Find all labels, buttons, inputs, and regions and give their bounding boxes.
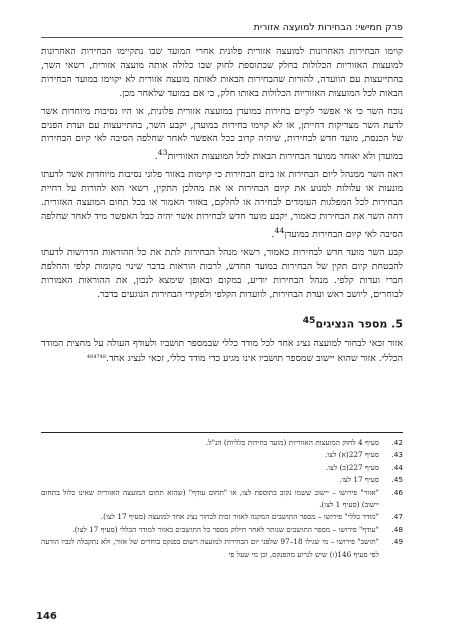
paragraph: ראה השר ממנהל ליום הבחירות או ביום הבחירות כי קיימות באזור פלוני נסיבות מיוחדות אשר לדעתו מונעות או עלולות למנוע את קיום הבחירות או את מהלכן התקין, רשאי הוא להורות על דחיית הבחירות לכל המפלגות העומדים לבחירה או לחלקם, באזור האמור או בכל תחום המועצה האזורית. דחה השר את הבחירות כאמור, יקבע מועד חדש לבחירות אשר יהיה כבל האפשר מיד לאחר שחלפה הסיבה לאי קיום הבחירות במועדן$^{44}$. — [41, 169, 403, 241]
footnote-ref: 43 — [157, 148, 168, 158]
paragraph: קוימו הבחירות האחרונות למועצה אזורית פלונית אחרי המועד שבו נתקיימו הבחירות האחרונות למועצות האזוריות הכלולות בחלק שבתוספת לחוק שבו כלולה אותה מועצה אזורית, רשאי השר, בהתייעצות עם הוועדה, להורות שהבחירות הבאות לאותה מועצה אזורית לא יקוימו במועד הבחירות הבאות לכל המועצות האזוריות הכלולות באותו חלק, כי אם במועד שלאחר מכן. — [41, 46, 403, 99]
section-title: 5. מספר הנציגים — [315, 317, 403, 331]
footnote-number: 44. — [391, 462, 403, 472]
footnote-number: 47. — [391, 512, 403, 522]
footnote-number: 45. — [391, 475, 403, 485]
footnote-text: סעיף 17 לצו. — [339, 475, 379, 485]
footnote-text: "מודד כללי" פירושו – מספר התושבים המקנה לאזור זכות לבחור נציג אחד למועצה (סעיף 17 לצו). — [100, 512, 379, 522]
footnote-text: סעיף 227(א) לצו. — [324, 450, 379, 460]
footnotes-list — [41, 437, 403, 561]
section-footnote-refs — [87, 356, 106, 363]
footnote-ref: 44 — [274, 226, 285, 235]
footnote — [41, 536, 403, 561]
section-heading — [41, 314, 403, 332]
footnote — [41, 487, 403, 512]
main-text — [41, 45, 403, 371]
footnote-ref: 48 — [99, 354, 107, 361]
page-number: 146 — [36, 611, 57, 622]
paragraph-text: ראה השר ממנהל ליום הבחירות או ביום הבחירות כי קיימות באזור פלוני נסיבות מיוחדות אשר לדעתו מונעות או עלולות למנוע את קיום הבחירות או את מהלכן התקין, רשאי הוא להורות על דחיית הבחירות לכל המפלגות העומדים לבחירה או לחלקם, באזור האמור או בכל תחום המועצה האזורית. דחה השר את הבחירות כאמור, יקבע מועד חדש לבחירות אשר יהיה כבל האפשר מיד לאחר שחלפה הסיבה לאי קיום הבחירות במועדן — [41, 169, 403, 241]
footnote-text: "תושב" פירושו – מי שגילו 18–97 שלפני יום הבחירות למועצה רשום בפנקס בוחרים של אזור, ולא נתקבלה לגביו הודעה לפי סעיף 146(ז) שיש לגרוע מהפנקס, וכן מי שעל פי — [41, 537, 379, 559]
footnote — [41, 524, 403, 536]
paragraph: קבע השר מועד חדש לבחירות כאמור, רשאי מנהל הבחירות לתת את כל ההוראות הדרושות לדעתו להבטחת קיום תקין של הבחירות במועד החדש, לרבות הוראות בדבר שינוי מקומות קלפי והחלפת חברי ועדות קלפי. מנהל הבחירות יודיע, במקום ובאופן שימצא לנכון, את ההוראות האמורות לבוחרים, ליושב ראש ועדת הבחירות, לוועדות הקלפי ולפקידי הבחירות הנוגעים בדבר. — [41, 247, 403, 300]
paragraph-text: קבע השר מועד חדש לבחירות כאמור, רשאי מנהל הבחירות לתת את כל ההוראות הדרושות לדעתו להבטחת קיום תקין של הבחירות במועד החדש, לרבות הוראות בדבר שינוי מקומות קלפי והחלפת חברי ועדות קלפי. מנהל הבחירות יודיע, במקום ובאופן שימצא לנכון, את ההוראות האמורות לבוחרים, ליושב ראש ועדת הבחירות, לוועדות הקלפי ולפקידי הבחירות הנוגעים בדבר — [41, 247, 403, 300]
footnote — [41, 437, 403, 449]
footnote-ref: 47 — [93, 354, 100, 361]
footnote — [41, 474, 403, 486]
paragraph: נוכח השר כי אי אפשר לקיים בחירות במועדן במועצה אזורית פלונית, או היו נסיבות מיוחדות אשר לדעת השר מצדיקות דחייתן, או לא קוימו בחירות במועדן, יקבע השר, בהתייעצות עם ועדת הפנים של הכנסת, מועד חדש לבחירות, שיהיה קרוב ככל האפשר לאחר שחלפה הסיבה לאי קיום הבחירות במועדן ולא יאוחר ממועד הבחירות הבאות לכל המועצות האזוריות$^{43}$. — [41, 105, 403, 163]
footnote-text: "עודף" פירושו – מספר התושבים שנותר לאחר חילוק מספר כל התושבים באזור למודד הכללי (סעיף 17 לצו). — [72, 524, 379, 534]
footnote-number: 48. — [391, 524, 403, 534]
footnote-text: סעיף 4 לחוק המועצות האזוריות (מועד בחירות כלליות) הנ"ל. — [205, 438, 379, 447]
footnote-number: 46. — [391, 487, 403, 497]
footnote-number: 43. — [391, 450, 403, 460]
paragraph-text: אזור זכאי לבחור למועצה נציג אחד לכל מודד כללי שבמספר תושביו ולעודף העולה על מחצית המודד הכללי. אזור שהוא יישוב שמספר תושביו אינו מגיע כדי מודד כללי, זכאי לנציג אחד. — [41, 338, 403, 365]
footnote-rule — [41, 432, 403, 433]
footnote-text: סעיף 227(ב) לצו. — [325, 462, 379, 472]
footnote — [41, 462, 403, 474]
footnote-ref: 46 — [86, 354, 94, 361]
footnote — [41, 449, 403, 461]
footnote — [41, 511, 403, 523]
header-rule — [41, 37, 403, 38]
paragraph-text: נוכח השר כי אי אפשר לקיים בחירות במועדן במועצה אזורית פלונית, או היו נסיבות מיוחדות אשר לדעת השר מצדיקות דחייתן, או לא קוימו בחירות במועדן, יקבע השר, בהתייעצות עם ועדת הפנים של הכנסת, מועד חדש לבחירות, שיהיה קרוב ככל האפשר לאחר שחלפה הסיבה לאי קיום הבחירות במועדן ולא יאוחר ממועד הבחירות הבאות לכל המועצות האזוריות — [41, 105, 403, 163]
running-head: פרק חמישי: הבחירות למועצה אזורית — [253, 22, 403, 33]
footnote-number: 49. — [391, 537, 403, 547]
footnote-text: "אזור" פירושו – יישוב ששמו נקוב בתוספת לצו, או "תחום עודף" (שהוא תחום המועצה האזורית שאינו כלול בתחום יישוב) (סעיף 1 לצו). — [41, 487, 379, 510]
footnote-ref: 45 — [302, 314, 316, 326]
footnote-number: 42. — [391, 438, 403, 447]
section-paragraph — [41, 337, 403, 367]
